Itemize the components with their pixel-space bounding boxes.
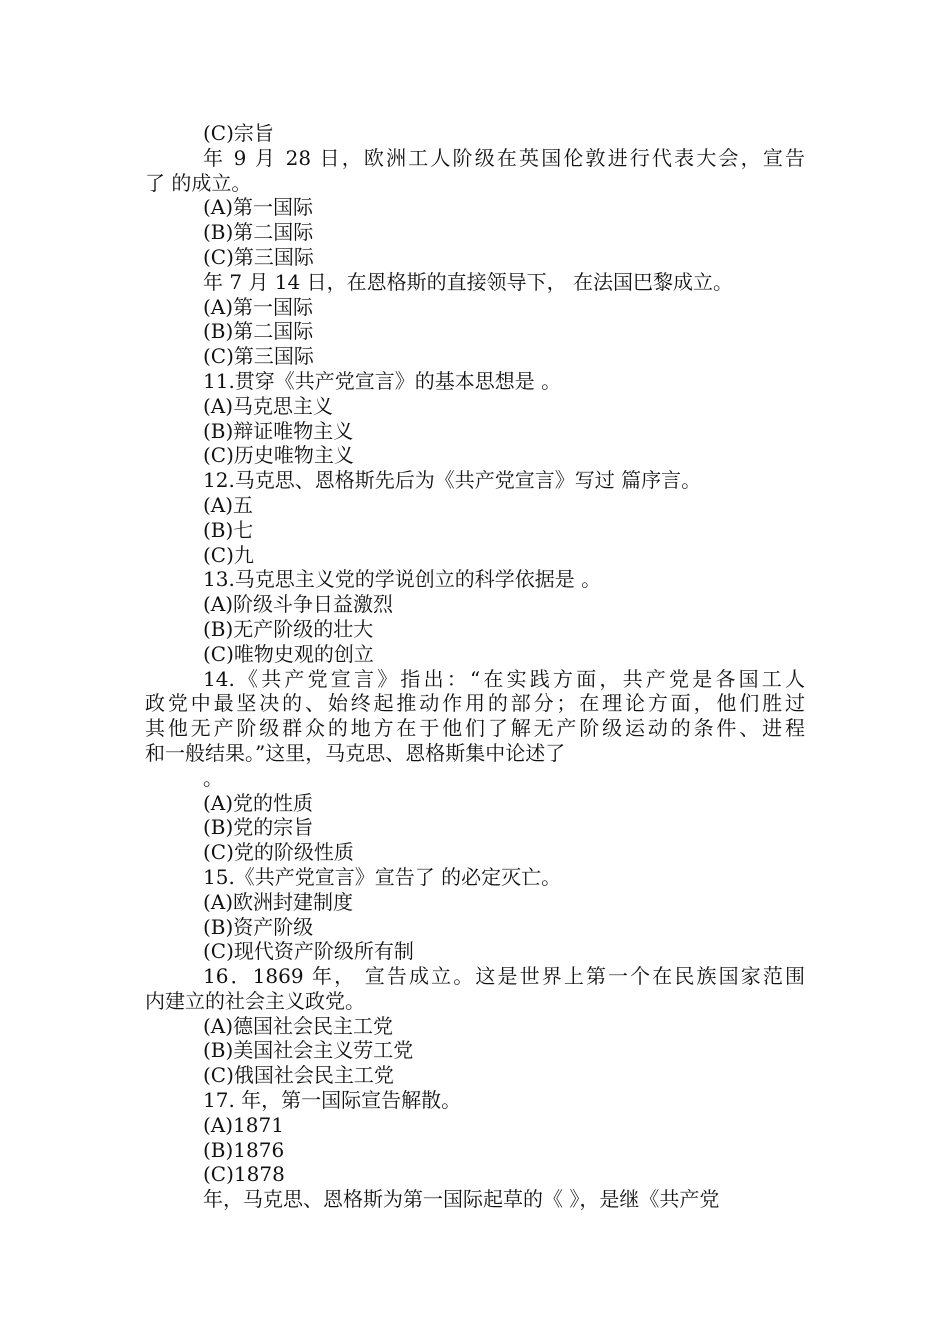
text-line: (B)美国社会主义劳工党: [203, 1038, 414, 1063]
text-line: 年 7 月 14 日，在恩格斯的直接领导下， 在法国巴黎成立。: [203, 269, 733, 294]
text-line: (C)现代资产阶级所有制: [203, 939, 414, 964]
text-line: (A)1871: [203, 1112, 284, 1137]
text-line: (A)第一国际: [203, 195, 314, 220]
paragraph-line: 其他无产阶级群众的地方在于他们了解无产阶级运动的条件、进程: [145, 716, 805, 741]
text-line: 13.马克思主义党的学说创立的科学依据是 。: [203, 567, 602, 592]
paragraph-line: 年 9 月 28 日，欧洲工人阶级在英国伦敦进行代表大会，宣告: [203, 145, 805, 170]
text-line: 。: [203, 765, 223, 790]
text-line: 15.《共产党宣言》宣告了 的必定灭亡。: [203, 864, 562, 889]
text-line: (C)第三国际: [203, 244, 314, 269]
text-line: (C)九: [203, 542, 254, 567]
text-line: (B)第二国际: [203, 220, 314, 245]
text-line: (C)1878: [203, 1162, 285, 1187]
text-line: (B)第二国际: [203, 319, 314, 344]
text-line: (B)辩证唯物主义: [203, 418, 354, 443]
paragraph-line: 政党中最坚决的、始终起推动作用的部分；在理论方面，他们胜过: [145, 691, 805, 716]
text-line: (A)马克思主义: [203, 393, 334, 418]
text-line: 11.贯穿《共产党宣言》的基本思想是 。: [203, 368, 562, 393]
question-paragraph: [145, 146, 805, 196]
paragraph-line: 年，马克思、恩格斯为第一国际起草的《 》，是继《共产党: [203, 1187, 720, 1212]
paragraph-line: 14.《共产党宣言》指出：“在实践方面，共产党是各国工人: [203, 666, 805, 691]
text-line: 12.马克思、恩格斯先后为《共产党宣言》写过 篇序言。: [203, 468, 702, 493]
paragraph-line: 内建立的社会主义政党。: [145, 988, 365, 1013]
text-line: (A)欧洲封建制度: [203, 889, 354, 914]
text-line: (B)七: [203, 517, 254, 542]
text-line: (A)阶级斗争日益激烈: [203, 592, 394, 617]
text-line: (C)宗旨: [203, 121, 274, 145]
text-line: (C)唯物史观的创立: [203, 641, 374, 666]
text-line: (B)资产阶级: [203, 914, 314, 939]
document-body: [145, 121, 805, 1212]
paragraph-line: 16．1869 年， 宣告成立。这是世界上第一个在民族国家范围: [203, 964, 805, 989]
paragraph-line: 和一般结果。”这里，马克思、恩格斯集中论述了: [145, 740, 566, 765]
question-paragraph: [145, 667, 805, 766]
text-line: (A)五: [203, 492, 254, 517]
text-line: (B)无产阶级的壮大: [203, 616, 374, 641]
text-line: (B)党的宗旨: [203, 815, 314, 840]
text-line: (B)1876: [203, 1137, 285, 1162]
text-line: (A)第一国际: [203, 294, 314, 319]
text-line: (C)历史唯物主义: [203, 443, 354, 468]
text-line: (C)第三国际: [203, 344, 314, 369]
text-line: (A)德国社会民主工党: [203, 1013, 394, 1038]
text-line: (C)俄国社会民主工党: [203, 1063, 394, 1088]
paragraph-line: 了 的成立。: [145, 170, 252, 195]
text-line: (A)党的性质: [203, 790, 314, 815]
text-line: (C)党的阶级性质: [203, 840, 354, 865]
text-line: 17. 年，第一国际宣告解散。: [203, 1088, 462, 1113]
question-paragraph: [145, 964, 805, 1014]
question-paragraph: [145, 1187, 805, 1212]
